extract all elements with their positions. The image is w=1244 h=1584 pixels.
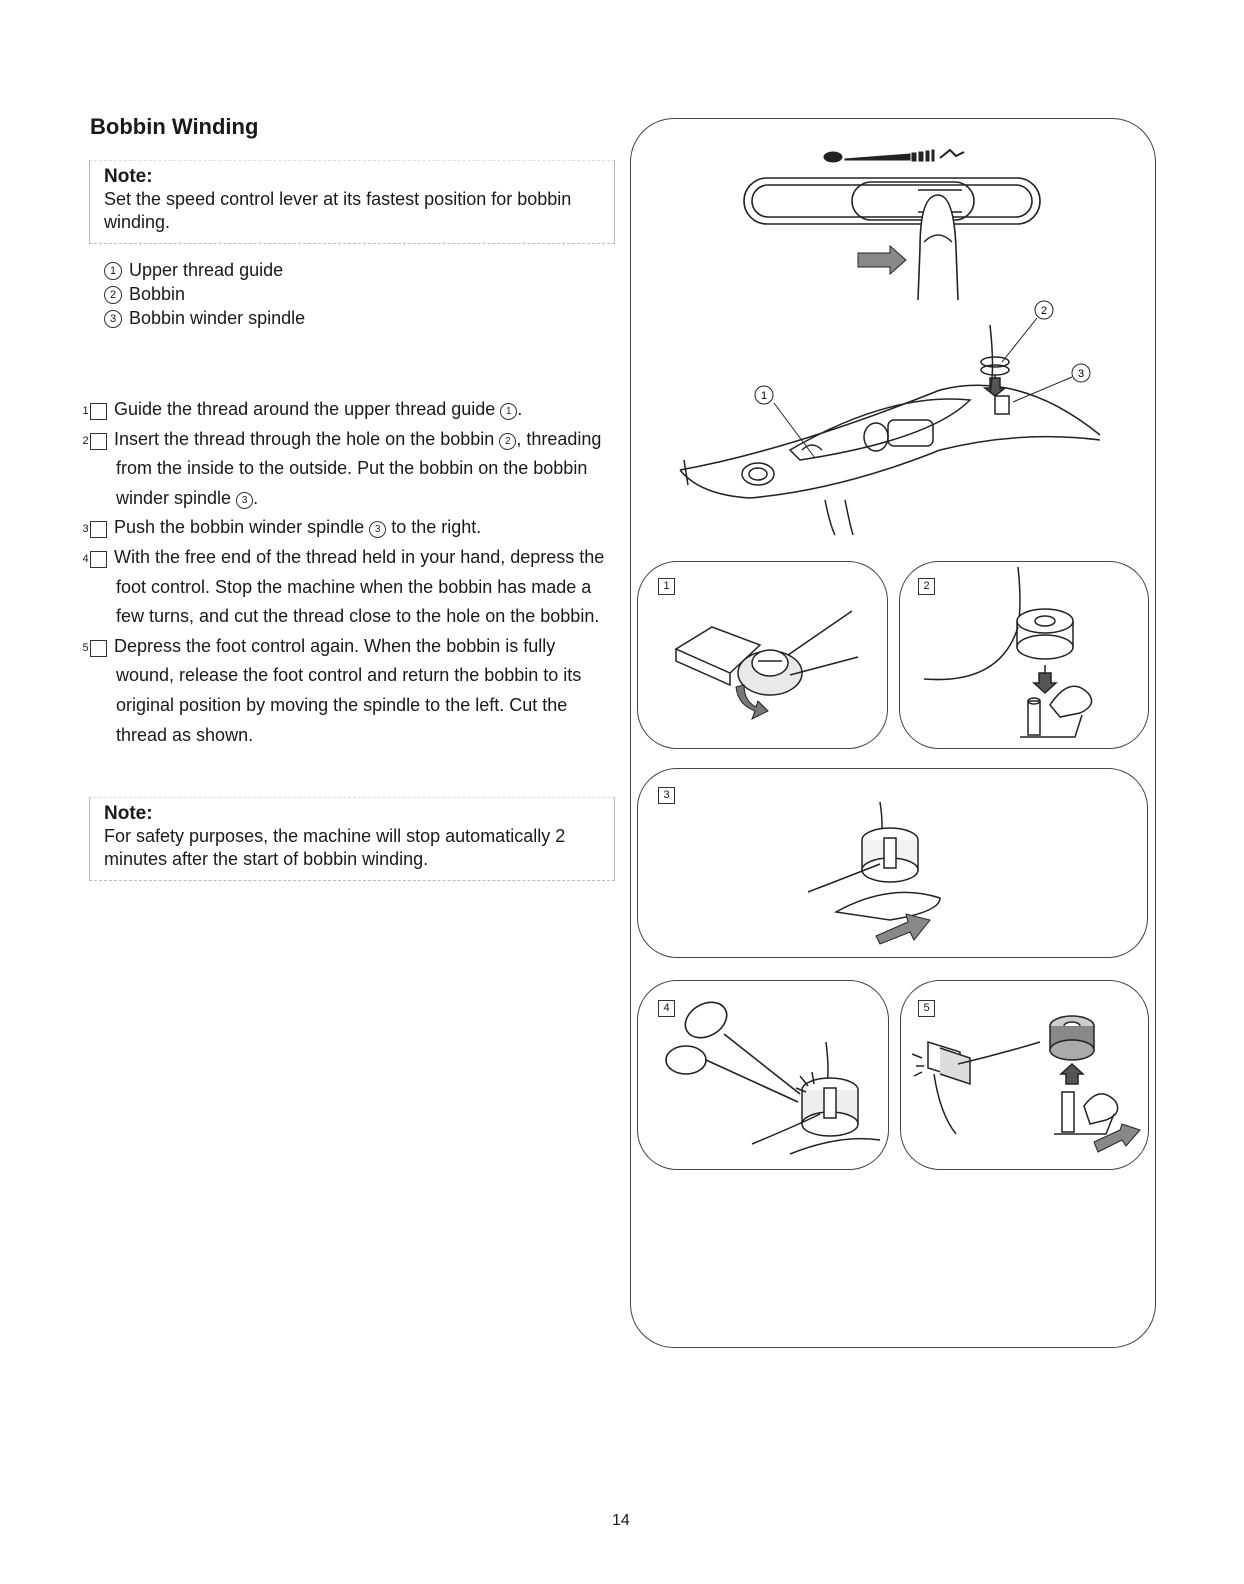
cut-thread-illustration — [640, 984, 885, 1164]
note-text: For safety purposes, the machine will stop automatically 2 minutes after the start of bobbin winding. — [104, 826, 566, 869]
speed-control-lever — [744, 178, 1040, 224]
thread-guide-illustration — [640, 565, 885, 745]
scissors-icon — [666, 995, 800, 1102]
step-1: 1 Guide the thread around the upper thread guide 1 . — [82, 399, 523, 419]
machine-top-illustration — [680, 325, 1100, 535]
legend-item: 2 Bobbin — [104, 282, 305, 306]
step-3: 3 Push the bobbin winder spindle 3 to the right. — [82, 517, 482, 538]
note-box-safety — [89, 797, 615, 881]
step-4: 4 With the free end of the thread held in your hand, depress the foot control. Stop the machine when the bobbin has made a few turns, and cut the thread close to the hole on the bobbin. — [82, 546, 605, 627]
legend-item: 1 Upper thread guide — [104, 258, 305, 282]
panel-4-label: 4 — [658, 1000, 675, 1017]
arrow-left-icon — [1094, 1124, 1140, 1152]
panel-2-label: 2 — [918, 578, 935, 595]
return-bobbin-illustration — [900, 984, 1145, 1164]
spindle-push-illustration — [640, 772, 1140, 952]
note-text: Set the speed control lever at its fastest position for bobbin winding. — [104, 189, 572, 232]
legend-list — [104, 258, 305, 330]
note-label: Note: — [104, 803, 153, 824]
arrow-right-icon — [858, 246, 906, 274]
svg-text:2: 2 — [1040, 305, 1048, 317]
step-5: 5 Depress the foot control again. When the bobbin is fully wound, release the foot control and return the bobbin to its original position by moving the spindle to the left. Cut the thread as shown. — [82, 635, 582, 745]
panel-1-label: 1 — [658, 578, 675, 595]
section-title: Bobbin Winding — [90, 114, 259, 139]
finger-icon — [918, 195, 958, 300]
step-2: 2 Insert the thread through the hole on the bobbin 2 , threading from the inside to the outside. Put the bobbin on the bobbin winder spindle 3 . — [82, 428, 602, 508]
bobbin-insert-illustration — [900, 565, 1145, 745]
note-label: Note: — [104, 166, 153, 187]
note-box-speed — [89, 160, 615, 244]
panel-3-label: 3 — [658, 787, 675, 804]
speed-scale-icon — [824, 150, 964, 162]
legend-item: 3 Bobbin winder spindle — [104, 306, 305, 330]
page-number: 14 — [612, 1512, 630, 1529]
panel-5-label: 5 — [918, 1000, 935, 1017]
machine-overview-illustration — [640, 130, 1140, 550]
svg-text:1: 1 — [760, 390, 768, 402]
svg-text:3: 3 — [1077, 368, 1085, 380]
steps-list — [82, 395, 610, 750]
